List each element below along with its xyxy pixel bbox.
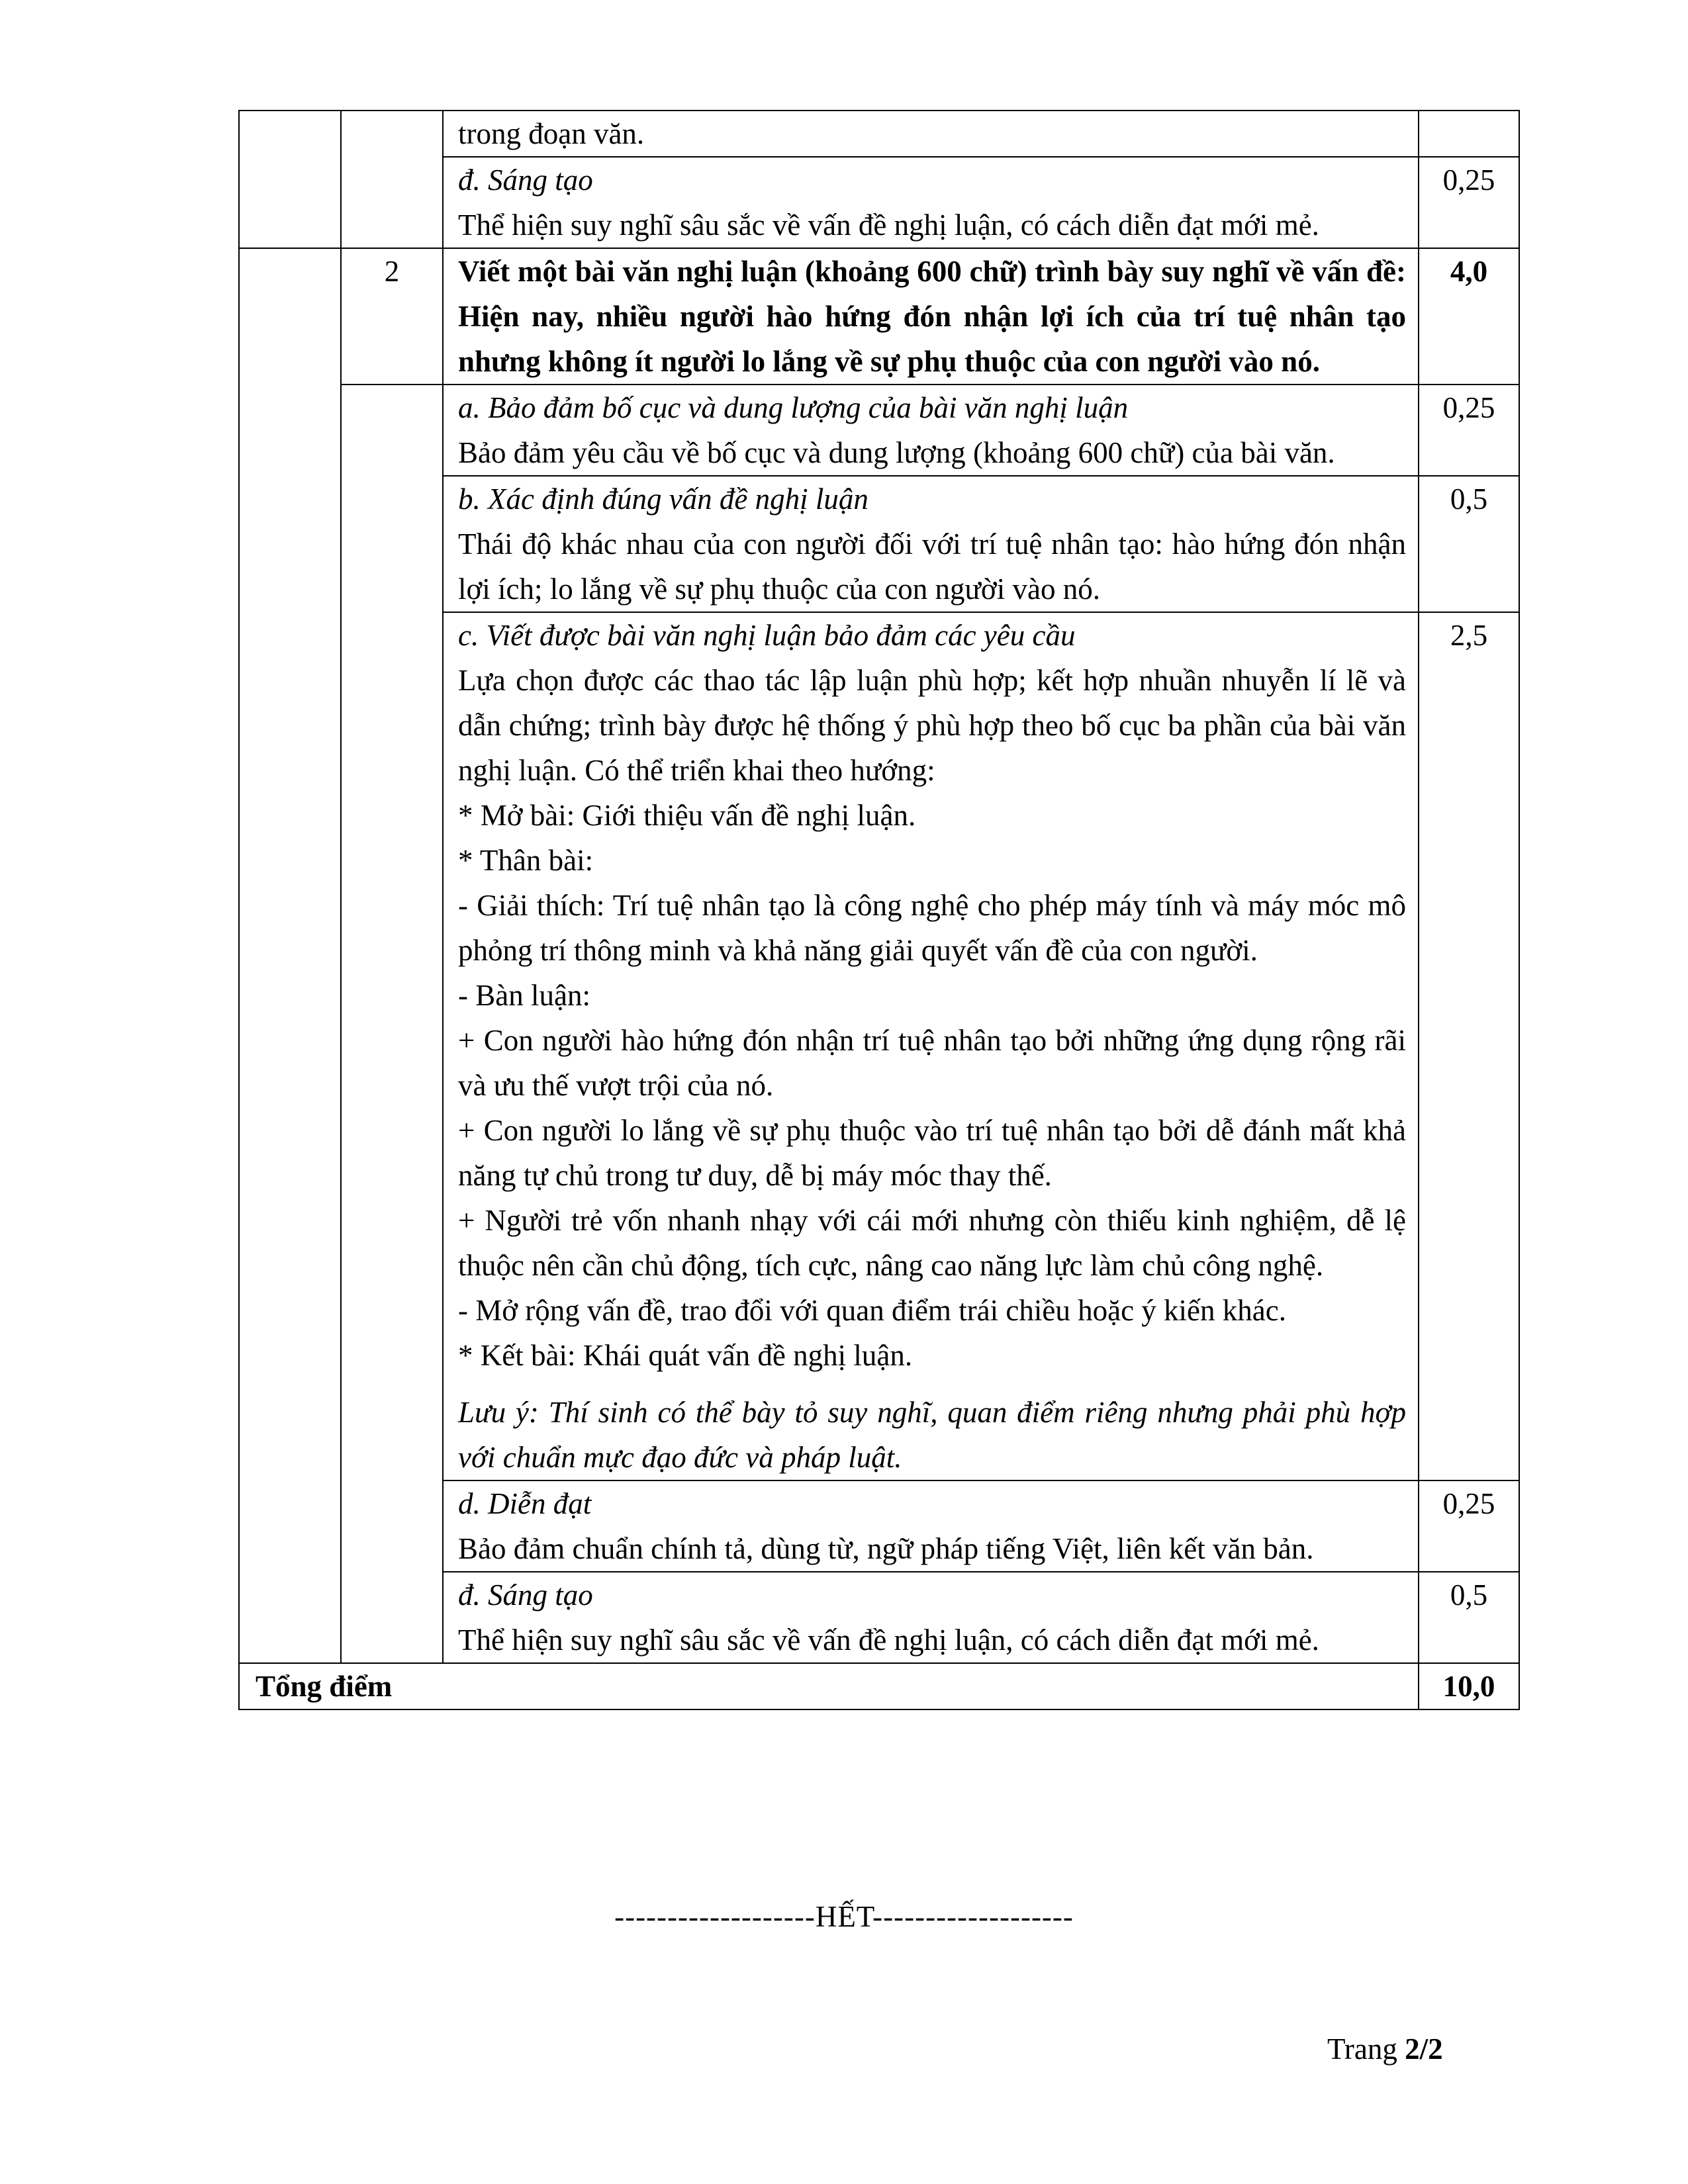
question-score: 4,0 — [1419, 248, 1519, 385]
table-row — [239, 248, 1519, 385]
content-cell — [443, 612, 1419, 1480]
criterion-line: - Mở rộng vấn đề, trao đổi với quan điểm trái chiều hoặc ý kiến khác. — [458, 1294, 1286, 1327]
question-cell — [341, 157, 443, 248]
section-cell — [239, 157, 341, 248]
score-cell — [1419, 111, 1519, 157]
criterion-line: + Con người hào hứng đón nhận trí tuệ nhân tạo bởi những ứng dụng rộng rãi và ưu thế vượt trội của nó. — [458, 1024, 1406, 1102]
criterion-label: a. Bảo đảm bố cục và dung lượng của bài văn nghị luận — [458, 391, 1129, 424]
score-cell: 0,25 — [1419, 385, 1519, 476]
criterion-text: Thể hiện suy nghĩ sâu sắc về vấn đề nghị luận, có cách diễn đạt mới mẻ. — [458, 1623, 1319, 1657]
question-cell — [341, 1480, 443, 1572]
criterion-label: b. Xác định đúng vấn đề nghị luận — [458, 482, 868, 516]
table-row — [239, 1480, 1519, 1572]
section-cell — [239, 385, 341, 476]
criterion-line: * Thân bài: — [458, 844, 594, 877]
table-row — [239, 157, 1519, 248]
criterion-line: + Người trẻ vốn nhanh nhạy với cái mới nhưng còn thiếu kinh nghiệm, dễ lệ thuộc nên cần chủ động, tích cực, nâng cao năng lực làm chủ công nghệ. — [458, 1204, 1406, 1282]
criterion-line: + Con người lo lắng về sự phụ thuộc vào trí tuệ nhân tạo bởi dễ đánh mất khả năng tự chủ trong tư duy, dễ bị máy móc thay thế. — [458, 1114, 1406, 1192]
criterion-label: c. Viết được bài văn nghị luận bảo đảm các yêu cầu — [458, 619, 1076, 652]
content-cell — [443, 157, 1419, 248]
table-row — [239, 1572, 1519, 1663]
page-prefix: Trang — [1327, 2032, 1405, 2066]
table-row — [239, 612, 1519, 1480]
page-number-value: 2/2 — [1405, 2032, 1443, 2066]
content-text: trong đoạn văn. — [458, 117, 645, 150]
question-cell — [341, 476, 443, 612]
question-cell — [341, 111, 443, 157]
question-cell — [341, 385, 443, 476]
score-cell: 0,25 — [1419, 157, 1519, 248]
criterion-text: Thể hiện suy nghĩ sâu sắc về vấn đề nghị luận, có cách diễn đạt mới mẻ. — [458, 208, 1319, 242]
table-row — [239, 111, 1519, 157]
criterion-text: Bảo đảm chuẩn chính tả, dùng từ, ngữ pháp tiếng Việt, liên kết văn bản. — [458, 1532, 1314, 1565]
question-cell — [341, 612, 443, 1480]
question-number: 2 — [341, 248, 443, 385]
section-cell — [239, 476, 341, 612]
section-cell — [239, 1480, 341, 1572]
criterion-label: d. Diễn đạt — [458, 1487, 592, 1520]
criterion-text: Thái độ khác nhau của con người đối với trí tuệ nhân tạo: hào hứng đón nhận lợi ích; lo lắng về sự phụ thuộc của con người vào nó. — [458, 527, 1406, 606]
criterion-line: - Bàn luận: — [458, 979, 590, 1012]
score-cell: 0,5 — [1419, 476, 1519, 612]
criterion-note: Lưu ý: Thí sinh có thể bày tỏ suy nghĩ, quan điểm riêng nhưng phải phù hợp với chuẩn mực đạo đức và pháp luật. — [458, 1396, 1406, 1474]
total-row — [239, 1663, 1519, 1709]
section-cell — [239, 612, 341, 1480]
score-cell: 2,5 — [1419, 612, 1519, 1480]
question-cell — [341, 1572, 443, 1663]
content-cell — [443, 1572, 1419, 1663]
total-label: Tổng điểm — [239, 1663, 1419, 1709]
content-cell — [443, 111, 1419, 157]
table-row — [239, 385, 1519, 476]
total-score: 10,0 — [1419, 1663, 1519, 1709]
content-cell — [443, 385, 1419, 476]
criterion-line: * Mở bài: Giới thiệu vấn đề nghị luận. — [458, 799, 916, 832]
criterion-text: Bảo đảm yêu cầu về bố cục và dung lượng (khoảng 600 chữ) của bài văn. — [458, 436, 1335, 469]
criterion-label: đ. Sáng tạo — [458, 1578, 593, 1612]
question-prompt: Viết một bài văn nghị luận (khoảng 600 chữ) trình bày suy nghĩ về vấn đề: Hiện nay, nhiều người hào hứng đón nhận lợi ích của trí tuệ nhân tạo nhưng không ít người lo lắng về sự phụ thuộc của con người vào nó. — [443, 248, 1419, 385]
table-row — [239, 476, 1519, 612]
criterion-label: đ. Sáng tạo — [458, 163, 593, 197]
end-marker: -------------------HẾT------------------- — [614, 1900, 1074, 1933]
section-cell — [239, 1572, 341, 1663]
score-cell: 0,25 — [1419, 1480, 1519, 1572]
content-cell — [443, 476, 1419, 612]
criterion-line: - Giải thích: Trí tuệ nhân tạo là công nghệ cho phép máy tính và máy móc mô phỏng trí thông minh và khả năng giải quyết vấn đề của con người. — [458, 889, 1406, 967]
section-cell — [239, 111, 341, 157]
content-cell — [443, 1480, 1419, 1572]
criterion-line: * Kết bài: Khái quát vấn đề nghị luận. — [458, 1339, 913, 1372]
scoring-table — [238, 110, 1520, 1710]
section-cell — [239, 248, 341, 385]
score-cell: 0,5 — [1419, 1572, 1519, 1663]
page-number — [1327, 2032, 1443, 2066]
criterion-line: Lựa chọn được các thao tác lập luận phù hợp; kết hợp nhuần nhuyễn lí lẽ và dẫn chứng; trình bày được hệ thống ý phù hợp theo bố cục ba phần của bài văn nghị luận. Có thể triển khai theo hướng: — [458, 664, 1406, 787]
